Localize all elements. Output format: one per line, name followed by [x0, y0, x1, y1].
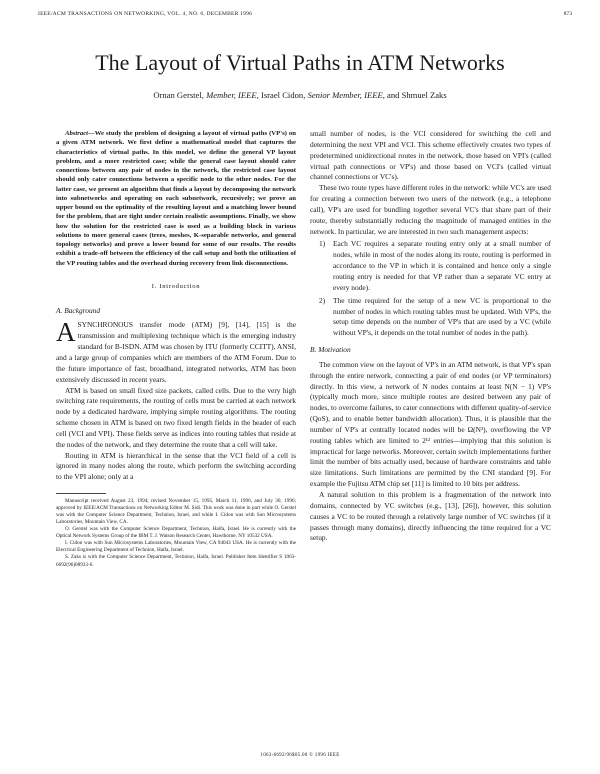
paragraph: The common view on the layout of VP's in an ATM network, is that VP's span through the entire network, connecting a pair of end nodes (or VP terminators) directly. In this view, a network of N nodes contains at least N(N − 1) VP's (typically much more, since multiple routes are desired between any pair of nodes, to overcome failures, to cater connections with different quality-of-service (QoS), and to enable better bandwidth allocation). Thus, it is plausible that the number of VP's at centrally located nodes will be Ω(N²), overflowing the VP routing tables which are limited to 2¹² entries—implying that this solution is impractical for large networks. Moreover, certain switch implementations further limit the number of bits actually used, because of hardware constraints and table size limitations. Such limitations are permitted by the CNI standard [9]. For example the Fujitsu ATM chip set [11] is limited to 10 bits per address. [310, 359, 551, 489]
paragraph: These two route types have different roles in the network: while VC's are used for creating a connection between two users of the network (e.g., a telephone call), VP's are used for bundling together several VC's that share part of their route, thereby substantially reducing the magnitude of managed entities in the network. In particular, we are interested in two such management aspects: [310, 183, 551, 236]
paragraph: A natural solution to this problem is a fragmentation of the network into domains, connected by VC switches (e.g., [13], [26]), however, this solution causes a VC to be routed through a relatively large number of VC switches (if it passes through many domains), directly influencing the time required for a VC setup. [310, 490, 551, 543]
footnote: O. Gerstel was with the Computer Science Department, Technion, Haifa, Israel. He is currently with the Optical Network Systems Group of the IBM T. J. Watson Research Center, Hawthorne, NY 10532 USA. [56, 526, 296, 540]
page-number: 873 [563, 11, 572, 17]
author-line [0, 90, 600, 100]
abstract-label: Abstract— [65, 130, 95, 137]
abstract-text: We study the problem of designing a layout of virtual paths (VP's) on a given ATM network. We first define a mathematical model that captures the characteristics of virtual paths. In this model, we define the general VP layout problem, and a more restricted case; while the general case layout should cater connections between any pair of nodes in the network, the restricted case layout should only cater connections between a specific node to the other nodes. For the latter case, we present an algorithm that finds a layout by decomposing the network into subnetworks and operating on each subnetwork, recursively; we prove an upper bound on the optimality of the resulting layout and a matching lower bound for the problem, that are tight under certain realistic assumptions. Finally, we show how the solution for the restricted case is used as a building block in various solutions to more general cases (trees, meshes, K-separable networks, and general topology networks) and prove a lower bound for some of our results. The results exhibit a trade-off between the efficiency of the call setup and both the utilization of the VP routing tables and the overhead during recovery from link disconnections. [56, 130, 296, 267]
footnote: Manuscript received August 23, 1994; revised November 15, 1995, March 11, 1996, and July 30, 1996; approved by IEEE/ACM Transactions on Networking Editor M. Sidi. This work was done in part while O. Gerstel was with the Computer Science Department, Technion, Israel, and while I. Cidon was with Sun Microsystems Laboratories, Mountain View, CA. [56, 498, 296, 526]
list-item-text: Each VC requires a separate routing entry only at a small number of nodes, while in most of the nodes along its route, routing is performed in accordance to the VP in which it is contained and hence only a single routing entry is needed for that VP rather than a separate VC entry at every node). [333, 239, 551, 292]
author-name: and Shmuel Zaks [387, 90, 447, 100]
right-column [310, 129, 551, 544]
author-affiliation: Senior Member, IEEE, [307, 90, 385, 100]
list-number: 2) [319, 295, 326, 305]
paper-title: The Layout of Virtual Paths in ATM Networks [95, 50, 505, 75]
numbered-list [310, 239, 551, 339]
paragraph: Routing in ATM is hierarchical in the sense that the VCI field of a cell is ignored in many nodes along the route, which perform the switching according to the VPI alone; only at a [56, 450, 296, 482]
subsection-heading: A. Background [56, 305, 101, 315]
copyright-footer: 1063-6692/96$05.00 © 1996 IEEE [260, 753, 340, 758]
section-heading: I. Introduction [151, 282, 201, 290]
abstract [56, 129, 296, 268]
author-name: Israel Cidon, [260, 90, 306, 100]
left-column [56, 129, 296, 569]
footnote-rule [56, 493, 106, 494]
author-name: Ornan Gerstel, [153, 90, 204, 100]
paragraph: ATM is based on small fixed size packets, called cells. Due to the very high switching rate requirements, the routing of cells must be carried at each network node by a dedicated hardware, implying simple routing algorithms. The routing scheme chosen in ATM is based on two fixed length fields in the header of each cell (VCI and VPI). These fields serve as indices into routing tables that reside at the nodes of the network, and they determine the route that a cell will take. [56, 385, 296, 449]
subsection-heading: B. Motivation [310, 345, 351, 355]
paragraph-text: SYNCHRONOUS transfer mode (ATM) [9], [14], [15] is the transmission and multiplexing technique which is the emerging industry standard for B-ISDN. ATM was chosen by ITU (formerly CCITT), ANSI, and a large group of companies which are members of the ATM Forum. Due to the future importance of fast, broadband, integrated networks, ATM has been extensively discussed in recent years. [56, 320, 296, 384]
list-number: 1) [319, 239, 326, 249]
drop-cap: A [56, 317, 76, 348]
list-item [310, 239, 551, 293]
paragraph [56, 317, 296, 385]
running-header: IEEE/ACM TRANSACTIONS ON NETWORKING, VOL. 4, NO. 6, DECEMBER 1996 [38, 11, 253, 17]
list-item [310, 296, 551, 339]
footnote: S. Zaks is with the Computer Science Department, Technion, Haifa, Israel. Publisher Item Identifier S 1063-6692(96)08933-6. [56, 554, 296, 568]
author-affiliation: Member, IEEE, [206, 90, 259, 100]
footnote: I. Cidon was with Sun Microsystems Laboratories, Mountain View, CA 94043 USA. He is currently with the Electrical Engineering Department of Technion, Haifa, Israel. [56, 540, 296, 554]
list-item-text: The time required for the setup of a new VC is proportional to the number of nodes in which routing tables must be updated. With VP's, the setup time depends on the number of VP's that are used by a VC (while without VP's, it depends on the total number of nodes in the path). [333, 295, 551, 338]
paragraph: small number of nodes, is the VCI considered for switching the cell and determining the next VPI and VCI. This scheme effectively creates two types of predetermined unidirectional routes in the network, those based on VPI's (called virtual path connections or VP's) and those based on VCI's (called virtual channel connections or VC's). [310, 129, 551, 182]
